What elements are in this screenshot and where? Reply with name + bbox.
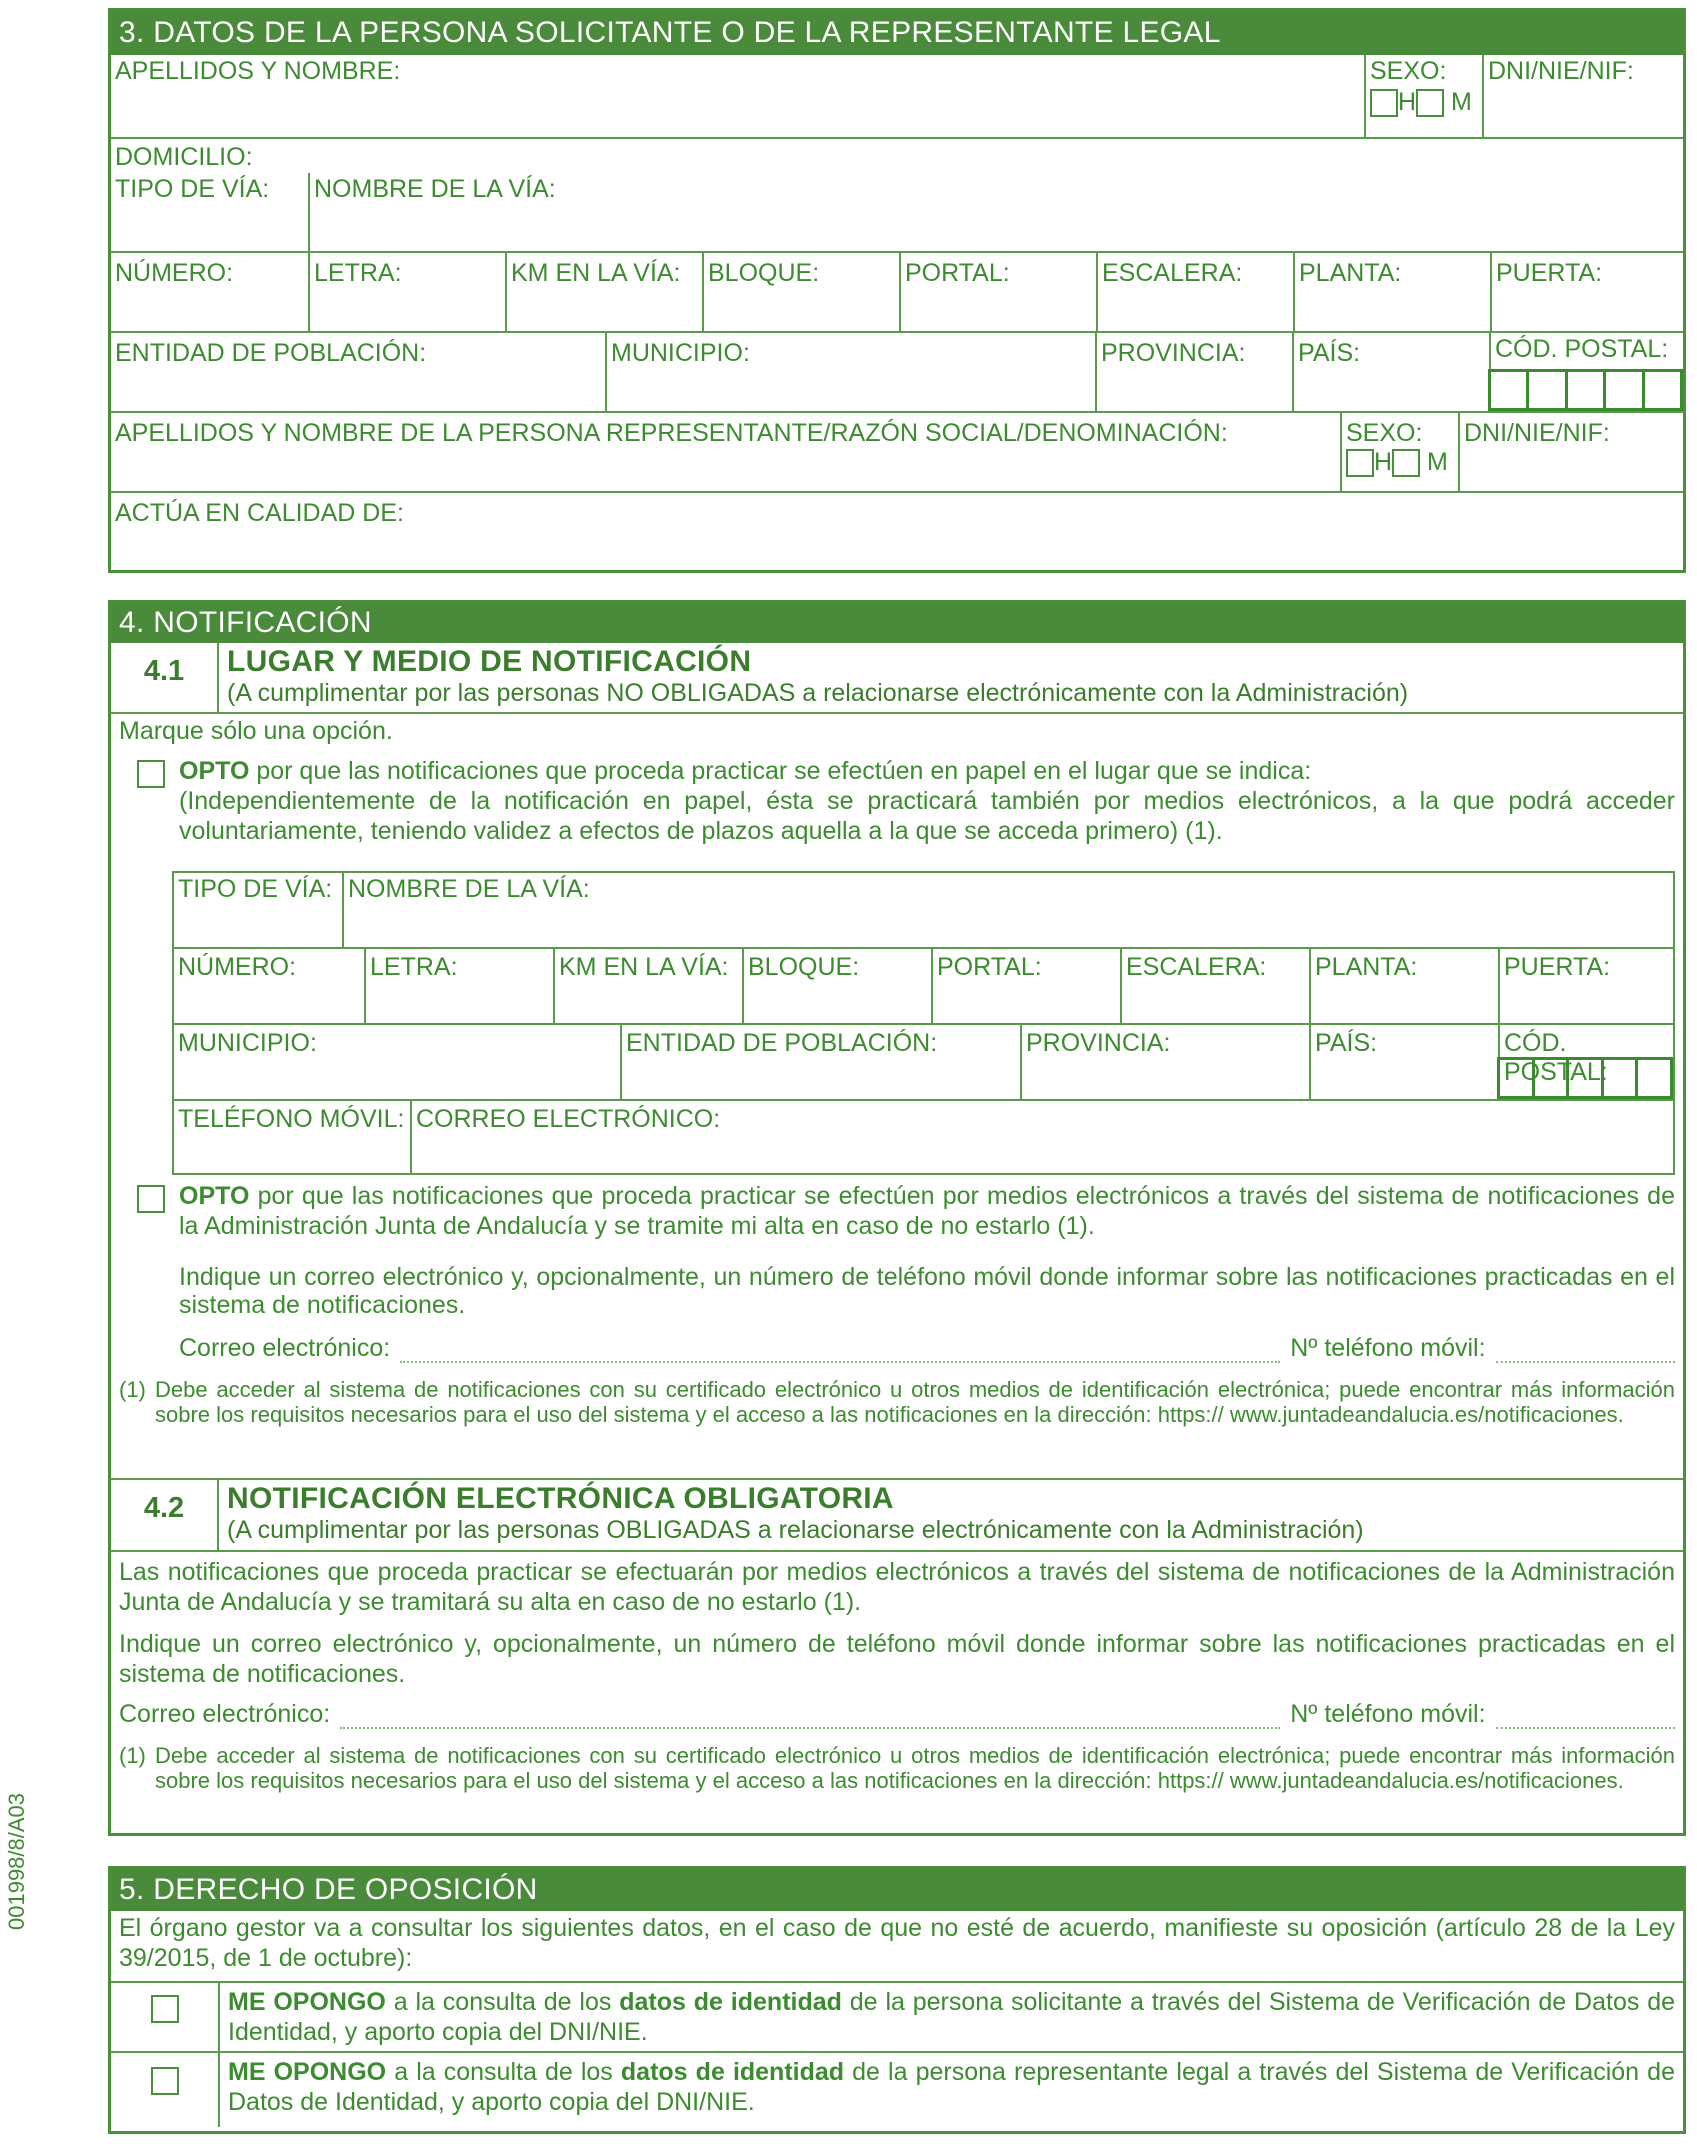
n-puerta[interactable]: PUERTA: bbox=[1498, 949, 1673, 1023]
s41-number: 4.1 bbox=[111, 643, 219, 712]
municipio-field[interactable]: MUNICIPIO: bbox=[605, 333, 1095, 411]
n-cp-boxes[interactable] bbox=[1500, 1057, 1673, 1099]
dni-rep-field[interactable]: DNI/NIE/NIF: bbox=[1458, 413, 1683, 491]
oppose-1-text: ME OPONGO a la consulta de los datos de identidad de la persona solicitante a través del Sistema de Verificación de Datos de Identidad, y aporto copia del DNI/NIE. bbox=[218, 1983, 1683, 2051]
n-telefono[interactable]: TELÉFONO MÓVIL: bbox=[178, 1105, 405, 1133]
section-5 bbox=[108, 1866, 1686, 2134]
s42-p2: Indique un correo electrónico y, opcionalmente, un número de teléfono móvil donde informar sobre las notificaciones practicadas en el sistema de notificaciones. bbox=[119, 1630, 1675, 1688]
domicilio-label: DOMICILIO: bbox=[115, 143, 253, 171]
opt2-checkbox[interactable] bbox=[137, 1185, 165, 1213]
s42-subtitle: (A cumplimentar por las personas OBLIGADAS a relacionarse electrónicamente con la Administración) bbox=[227, 1516, 1364, 1544]
opt2-phone-input[interactable] bbox=[1496, 1335, 1675, 1363]
s42-email-input[interactable] bbox=[340, 1701, 1280, 1729]
n-bloque[interactable]: BLOQUE: bbox=[742, 949, 931, 1023]
section-3 bbox=[108, 8, 1686, 573]
s42-title: NOTIFICACIÓN ELECTRÓNICA OBLIGATORIA bbox=[227, 1482, 894, 1515]
opt1-checkbox[interactable] bbox=[137, 760, 165, 788]
nombre-via-field[interactable]: NOMBRE DE LA VÍA: bbox=[308, 173, 1683, 251]
representante-field[interactable]: APELLIDOS Y NOMBRE DE LA PERSONA REPRESENTANTE/RAZÓN SOCIAL/DENOMINACIÓN: bbox=[115, 419, 1228, 447]
s42-number: 4.2 bbox=[111, 1480, 219, 1550]
s41-title: LUGAR Y MEDIO DE NOTIFICACIÓN bbox=[227, 645, 752, 678]
form-code: 001998/8/A03 bbox=[4, 1792, 29, 1930]
opt2-indique: Indique un correo electrónico y, opcionalmente, un número de teléfono móvil donde informar sobre las notificaciones practicadas en el sistema de notificaciones. bbox=[179, 1263, 1675, 1319]
n-provincia[interactable]: PROVINCIA: bbox=[1020, 1025, 1309, 1099]
footnote-1: Debe acceder al sistema de notificaciones con su certificado electrónico u otros medios de identificación electrónica; puede encontrar más información sobre los requisitos necesarios para el uso del sistema y el acceso a las notificaciones en la dirección: https:// www.juntadeandalucia.es/notificaciones. bbox=[155, 1377, 1675, 1427]
marque-text: Marque sólo una opción. bbox=[119, 717, 393, 745]
provincia-field[interactable]: PROVINCIA: bbox=[1095, 333, 1292, 411]
tipo-via-field[interactable]: TIPO DE VÍA: bbox=[115, 175, 270, 203]
km-field[interactable]: KM EN LA VÍA: bbox=[505, 253, 702, 331]
oppose-2-checkbox[interactable] bbox=[151, 2067, 179, 2095]
sexo-field: SEXO: H M bbox=[1364, 55, 1482, 137]
actua-field[interactable]: ACTÚA EN CALIDAD DE: bbox=[115, 499, 404, 527]
planta-field[interactable]: PLANTA: bbox=[1293, 253, 1490, 331]
s42-p1: Las notificaciones que proceda practicar se efectuarán por medios electrónicos a través del sistema de notificaciones de la Administración Junta de Andalucía y se tramitará su alta en caso de no estarlo (1). bbox=[119, 1558, 1675, 1616]
sexo-h-checkbox[interactable] bbox=[1370, 89, 1398, 117]
n-portal[interactable]: PORTAL: bbox=[931, 949, 1120, 1023]
n-escalera[interactable]: ESCALERA: bbox=[1120, 949, 1309, 1023]
sexo-rep-h-checkbox[interactable] bbox=[1346, 449, 1374, 477]
letra-field[interactable]: LETRA: bbox=[308, 253, 505, 331]
sec5-intro: El órgano gestor va a consultar los siguientes datos, en el caso de que no esté de acuerdo, manifieste su oposición (artículo 28 de la Ley 39/2015, de 1 de octubre): bbox=[119, 1914, 1675, 1972]
n-nombre-via[interactable]: NOMBRE DE LA VÍA: bbox=[342, 873, 1673, 947]
n-pais[interactable]: PAÍS: bbox=[1309, 1025, 1498, 1099]
apellidos-field[interactable]: APELLIDOS Y NOMBRE: bbox=[115, 57, 401, 85]
n-planta[interactable]: PLANTA: bbox=[1309, 949, 1498, 1023]
sexo-rep-field: SEXO: H M bbox=[1340, 413, 1458, 491]
oppose-1-checkbox[interactable] bbox=[151, 1995, 179, 2023]
n-tipo-via[interactable]: TIPO DE VÍA: bbox=[178, 875, 333, 903]
escalera-field[interactable]: ESCALERA: bbox=[1096, 253, 1293, 331]
oppose-2-text: ME OPONGO a la consulta de los datos de identidad de la persona representante legal a través del Sistema de Verificación de Datos de Identidad, y aporto copia del DNI/NIE. bbox=[218, 2053, 1683, 2127]
entidad-field[interactable]: ENTIDAD DE POBLACIÓN: bbox=[115, 339, 427, 367]
n-cp: CÓD. POSTAL: bbox=[1498, 1025, 1673, 1099]
dni-field[interactable]: DNI/NIE/NIF: bbox=[1482, 55, 1683, 137]
numero-field[interactable]: NÚMERO: bbox=[115, 259, 234, 287]
n-municipio[interactable]: MUNICIPIO: bbox=[178, 1029, 317, 1057]
n-correo[interactable]: CORREO ELECTRÓNICO: bbox=[410, 1101, 1673, 1173]
address-grid bbox=[172, 871, 1675, 1175]
n-km[interactable]: KM EN LA VÍA: bbox=[553, 949, 742, 1023]
section-5-title: 5. DERECHO DE OPOSICIÓN bbox=[111, 1869, 1683, 1911]
n-numero[interactable]: NÚMERO: bbox=[178, 953, 297, 981]
s42-phone-input[interactable] bbox=[1496, 1701, 1675, 1729]
n-letra[interactable]: LETRA: bbox=[364, 949, 553, 1023]
portal-field[interactable]: PORTAL: bbox=[899, 253, 1096, 331]
s41-subtitle: (A cumplimentar por las personas NO OBLIGADAS a relacionarse electrónicamente con la Administración) bbox=[227, 679, 1409, 707]
opt2-email-input[interactable] bbox=[400, 1335, 1280, 1363]
section-4: 4. NOTIFICACIÓN 4.1 LUGAR Y MEDIO DE NOTIFICACIÓN (A cumplimentar por las personas NO OBLIGADAS a relacionarse electrónicamente con la Administración) Marque sólo una opción. OPTO por que las notificaciones que proceda practicar se efectúen en papel en el lugar que se indica: (Independientemente de la notificación en papel, ésta se practicará también por medios electrónicos, a la que podrá acceder voluntariamente, teniendo validez a efectos de plazos aquella a la que se acceda primero) (1). TIPO DE VÍA: NOMBRE DE LA VÍA: NÚMERO: LETRA: KM EN LA VÍA: BLOQUE: PORTAL: ESCALERA: PLANTA: PUERTA: MUNICIPIO: ENTIDAD DE POBLACIÓN: PROVINCIA: PAÍS: CÓD. POSTAL: TELÉFONO MÓVIL: CORREO ELECTRÓNICO: OPTO por que las notificaciones que proceda practicar se efectúen por medios electrónicos a través del sistema de notificaciones de la Administración Junta de Andalucía y se tramite mi alta en caso de no estarlo (1). Indique un correo electrónico y, opcionalmente, un número de teléfono móvil donde informar sobre las notificaciones practicadas en el sistema de notificaciones. Correo electrónico: Nº teléfono móvil: (1) Debe acceder al sistema de notificaciones con su certificado electrónico u otros medios de identificación electrónica; puede encontrar más información sobre los requisitos necesarios para el uso del sistema y el acceso a las notificaciones en la dirección: https:// www.juntadeandalucia.es/notificaciones. 4.2 NOTIFICACIÓN ELECTRÓNICA OBLIGATORIA (A cumplimentar por las personas OBLIGADAS a relacionarse electrónicamente con la Administración) Las notificaciones que proceda practicar se efectuarán por medios electrónicos a través del sistema de notificaciones de la Administración Junta de Andalucía y se tramitará su alta en caso de no estarlo (1). Indique un correo electrónico y, opcionalmente, un número de teléfono móvil donde informar sobre las notificaciones practicadas en el sistema de notificaciones. Correo electrónico: Nº teléfono móvil: (1) Debe acceder al sistema de notificaciones con su certificado electrónico u otros medios de identificación electrónica; puede encontrar más información sobre los requisitos necesarios para el uso del sistema y el acceso a las notificaciones en la dirección: https:// www.juntadeandalucia.es/notificaciones. bbox=[108, 600, 1686, 1836]
footnote-2: Debe acceder al sistema de notificaciones con su certificado electrónico u otros medios de identificación electrónica; puede encontrar más información sobre los requisitos necesarios para el uso del sistema y el acceso a las notificaciones en la dirección: https:// www.juntadeandalucia.es/notificaciones. bbox=[155, 1743, 1675, 1793]
puerta-field[interactable]: PUERTA: bbox=[1490, 253, 1683, 331]
cp-boxes[interactable] bbox=[1491, 369, 1683, 411]
cp-field: CÓD. POSTAL: bbox=[1489, 333, 1683, 411]
n-entidad[interactable]: ENTIDAD DE POBLACIÓN: bbox=[620, 1025, 1020, 1099]
pais-field[interactable]: PAÍS: bbox=[1292, 333, 1489, 411]
sexo-rep-m-checkbox[interactable] bbox=[1392, 449, 1420, 477]
section-4-title: 4. NOTIFICACIÓN bbox=[111, 603, 1683, 643]
sexo-m-checkbox[interactable] bbox=[1416, 89, 1444, 117]
bloque-field[interactable]: BLOQUE: bbox=[702, 253, 899, 331]
section-3-title: 3. DATOS DE LA PERSONA SOLICITANTE O DE LA REPRESENTANTE LEGAL bbox=[111, 11, 1683, 55]
